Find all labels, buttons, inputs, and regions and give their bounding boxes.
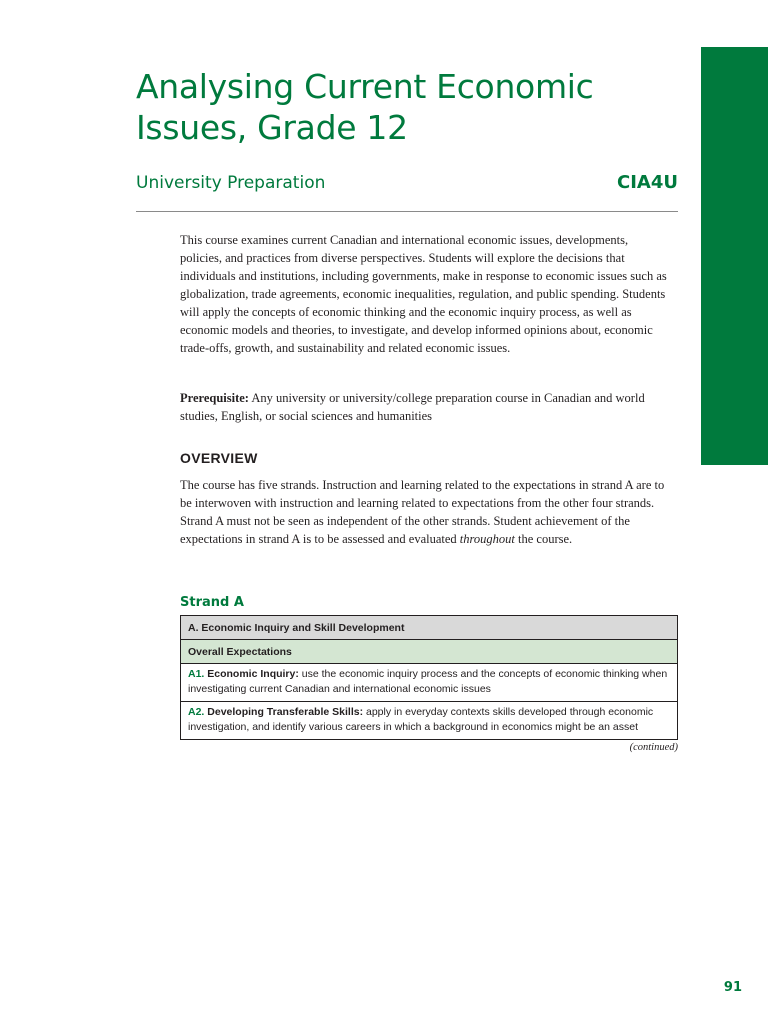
prerequisite-text: Any university or university/college preparation course in Canadian and world studies, English, or social sciences and humanities bbox=[180, 391, 645, 423]
table-title-row: A. Economic Inquiry and Skill Development bbox=[181, 616, 677, 640]
overview-paragraph bbox=[180, 476, 672, 548]
overview-emphasis: throughout bbox=[459, 532, 515, 546]
overview-heading: OVERVIEW bbox=[180, 450, 258, 466]
course-code: CIA4U bbox=[617, 172, 678, 193]
expectation-text: apply in everyday contexts skills developed through economic investigation, and identify various careers in which a background in economics might be an asset bbox=[188, 706, 654, 733]
header-divider bbox=[136, 211, 678, 212]
prerequisite-label: Prerequisite: bbox=[180, 391, 249, 405]
expectation-term: Economic Inquiry: bbox=[207, 668, 299, 680]
course-description: This course examines current Canadian and international economic issues, developments, policies, and practices from diverse perspectives. Students will explore the decisions that individuals and institutions, including governments, make in response to economic issues such as globalization, trade agreements, economic inequalities, regulation, and public spending. Students will apply the concepts of economic thinking and the economic inquiry process, as well as economic models and theories, to investigate, and develop informed opinions about, economic trade-offs, growth, and sustainability and related economic issues. bbox=[180, 233, 667, 355]
expectation-term: Developing Transferable Skills: bbox=[207, 706, 364, 718]
overview-text-after: the course. bbox=[514, 532, 573, 546]
expectation-code: A1. bbox=[188, 668, 205, 680]
overview-text-before: The course has five strands. Instruction and learning related to the expectations in strand A are to be interwoven with instruction and learning related to expectations from the other four strands. Strand A must not be seen as independent of the other strands. Student achievement of the expectations in strand A is to be assessed and evaluated bbox=[180, 478, 665, 546]
title-line-1: Analysing Current Economic bbox=[136, 67, 594, 106]
side-color-tab bbox=[701, 47, 768, 465]
course-type: University Preparation bbox=[136, 173, 326, 193]
subtitle-row bbox=[136, 173, 678, 199]
expectation-row bbox=[181, 664, 677, 702]
expectation-row bbox=[181, 702, 677, 739]
page-title bbox=[136, 66, 676, 148]
expectation-text: use the economic inquiry process and the concepts of economic thinking when investigating current Canadian and international economic issues bbox=[188, 668, 668, 695]
table-subheader-row: Overall Expectations bbox=[181, 640, 677, 664]
strand-a-table bbox=[180, 615, 678, 740]
title-line-2: Issues, Grade 12 bbox=[136, 108, 408, 147]
continued-note: (continued) bbox=[629, 742, 678, 753]
page-number: 91 bbox=[723, 980, 742, 995]
prerequisite-paragraph bbox=[180, 389, 672, 425]
strand-heading: Strand A bbox=[180, 595, 244, 610]
expectation-code: A2. bbox=[188, 706, 205, 718]
